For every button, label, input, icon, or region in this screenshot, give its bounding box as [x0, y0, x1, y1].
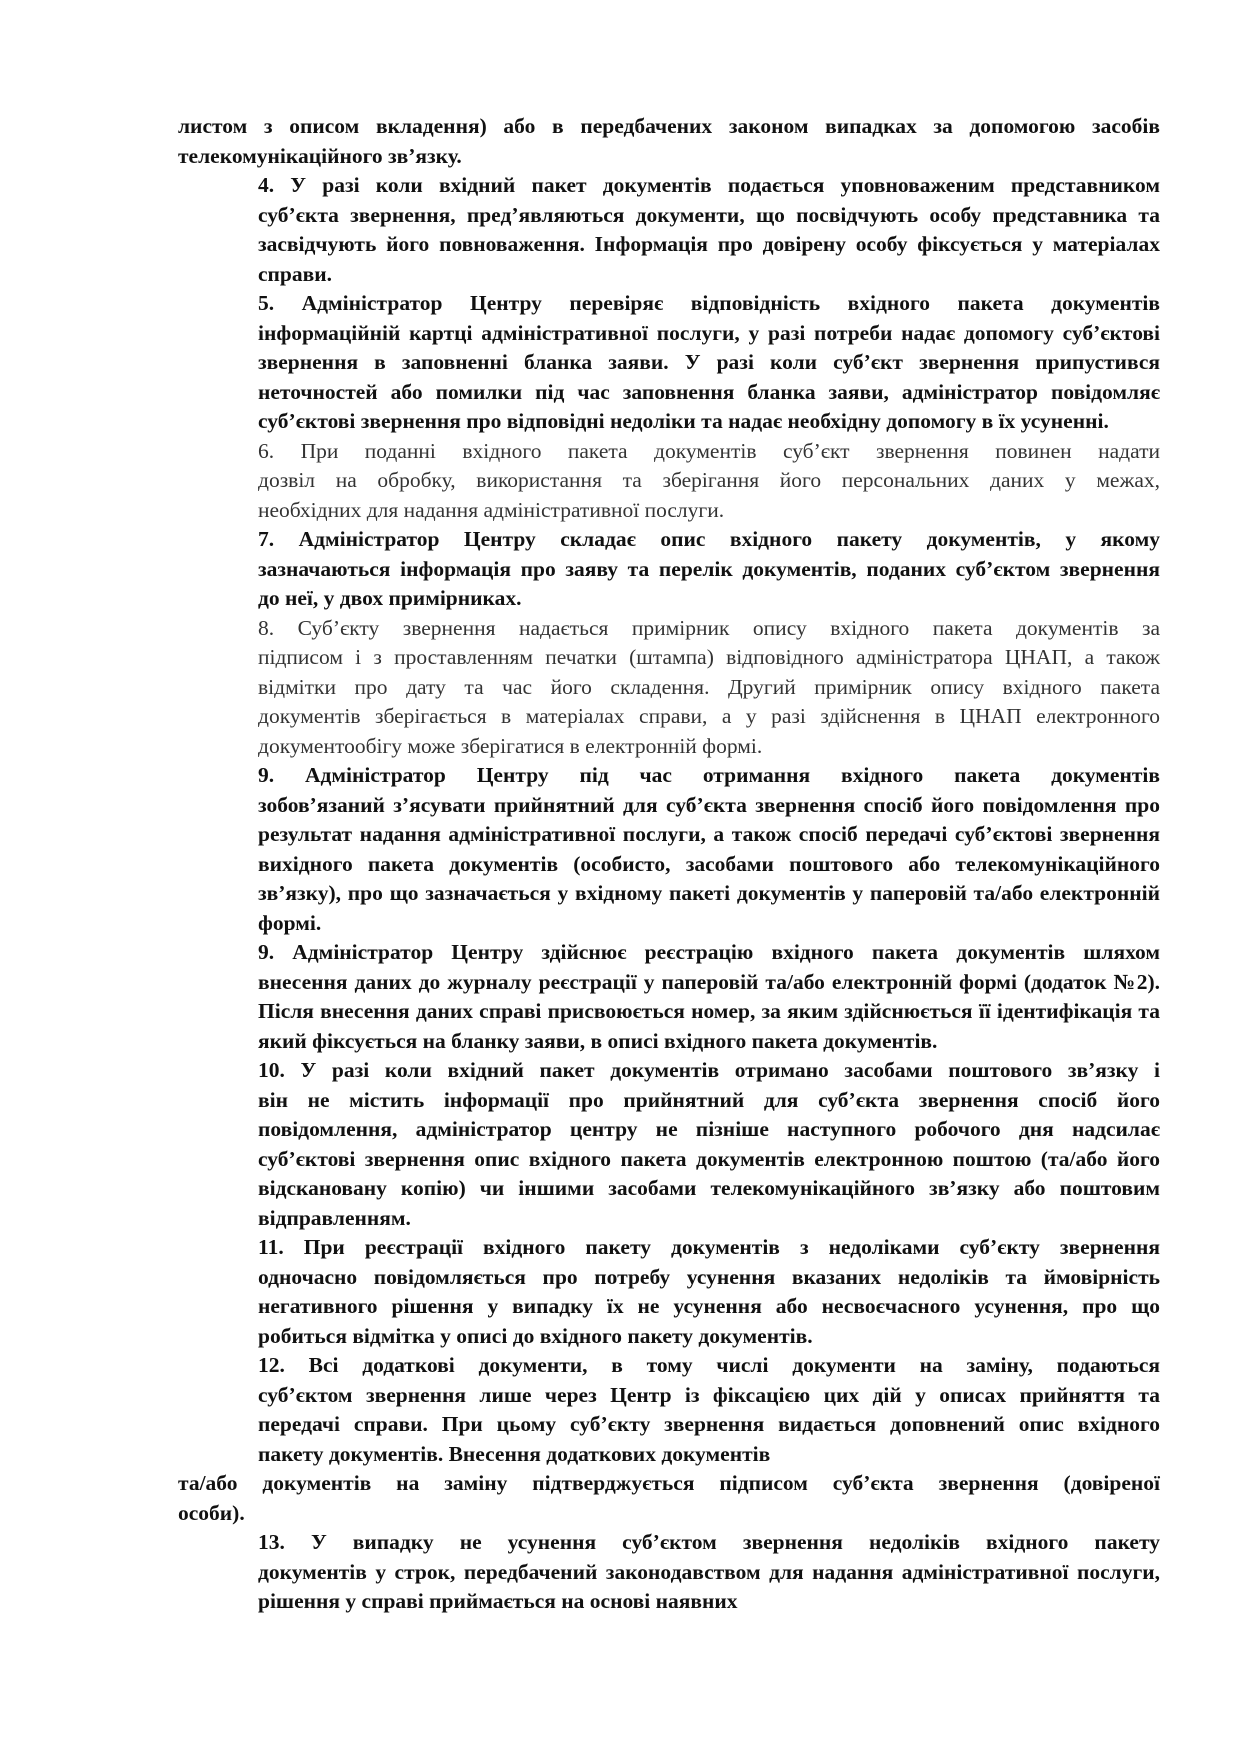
text-line: та/або документів на заміну підтверджується підписом суб’єкта звернення (довіреної: [178, 1471, 1160, 1495]
text-line: звернення в заповненні бланка заяви. У разі коли суб’єкт звернення припустився: [258, 350, 1160, 374]
text-line: суб’єкта звернення, пред’являються документи, що посвідчують особу представника та: [258, 202, 1160, 227]
text-line: повідомлення, адміністратор центру не пізніше наступного робочого дня надсилає: [258, 1117, 1160, 1141]
text-line: суб’єктом звернення лише через Центр із фіксацією цих дій у описах прийняття та: [258, 1382, 1160, 1407]
paragraph-p7: [178, 525, 1160, 614]
text-line: 8. Суб’єкту звернення надається примірник опису вхідного пакета документів за: [258, 615, 1160, 640]
text-line: 4. У разі коли вхідний пакет документів подається уповноваженим представником: [258, 173, 1160, 197]
text-line: 13. У випадку не усунення суб’єктом звернення недоліків вхідного пакету: [258, 1530, 1160, 1554]
text-line: відправленням.: [258, 1205, 411, 1230]
text-line: відмітки про дату та час його складення. Другий примірник опису вхідного пакета: [258, 674, 1160, 699]
text-line: 5. Адміністратор Центру перевіряє відповідність вхідного пакета документів: [258, 291, 1160, 315]
paragraph-p11: [178, 1233, 1160, 1351]
text-line: справи.: [258, 261, 333, 286]
text-line: відскановану копію) чи іншими засобами телекомунікаційного зв’язку або поштовим: [258, 1176, 1160, 1200]
text-line: зазначаються інформація про заяву та перелік документів, поданих суб’єктом звернення: [258, 556, 1160, 581]
paragraph-p-cont: [178, 112, 1160, 171]
text-line: формі.: [258, 910, 322, 935]
text-line: неточностей або помилки під час заповнення бланка заяви, адміністратор повідомляє: [258, 379, 1160, 404]
text-line: робиться відмітка у описі до вхідного пакету документів.: [258, 1323, 813, 1348]
text-line: суб’єктові звернення про відповідні недоліки та надає необхідну допомогу в їх усуненні.: [258, 409, 1109, 433]
paragraph-p9a: [178, 761, 1160, 938]
text-line: зв’язку), про що зазначається у вхідному пакеті документів у паперовій та/або електронній: [258, 881, 1160, 905]
text-line: листом з описом вкладення) або в передбачених законом випадках за допомогою засобів: [178, 114, 1160, 138]
text-line: одночасно повідомляється про потребу усунення вказаних недоліків та ймовірність: [258, 1264, 1160, 1289]
text-line: документообігу може зберігатися в електронній формі.: [258, 733, 763, 758]
paragraph-p4: [178, 171, 1160, 289]
text-line: результат надання адміністративної послуги, а також спосіб передачі суб’єктові звернення: [258, 822, 1160, 846]
text-line: 10. У разі коли вхідний пакет документів отримано засобами поштового зв’язку і: [258, 1058, 1160, 1082]
text-line: 11. При реєстрації вхідного пакету документів з недоліками суб’єкту звернення: [258, 1235, 1160, 1259]
text-line: Після внесення даних справі присвоюється номер, за яким здійснюється її ідентифікація та: [258, 999, 1160, 1023]
paragraph-p5: [178, 289, 1160, 437]
text-line: передачі справи. При цьому суб’єкту звернення видається доповнений опис вхідного: [258, 1412, 1160, 1436]
text-line: вихідного пакета документів (особисто, засобами поштового або телекомунікаційного: [258, 851, 1160, 876]
text-line: пакету документів. Внесення додаткових документів: [258, 1441, 771, 1466]
text-line: 7. Адміністратор Центру складає опис вхідного пакету документів, у якому: [258, 527, 1160, 551]
text-line: який фіксується на бланку заяви, в описі вхідного пакета документів.: [258, 1028, 938, 1053]
paragraph-p8: [178, 614, 1160, 762]
text-line: він не містить інформації про прийнятний для суб’єкта звернення спосіб його: [258, 1087, 1160, 1112]
paragraph-p9b: [178, 938, 1160, 1056]
paragraph-p6: [178, 437, 1160, 526]
text-line: внесення даних до журналу реєстрації у паперовій та/або електронній формі (додаток №2).: [258, 969, 1160, 994]
text-line: 6. При поданні вхідного пакета документів суб’єкт звернення повинен надати: [258, 438, 1160, 463]
paragraph-p10: [178, 1056, 1160, 1233]
text-line: документів зберігається в матеріалах справи, а у разі здійснення в ЦНАП електронного: [258, 704, 1160, 728]
text-line: рішення у справі приймається на основі наявних: [258, 1589, 738, 1613]
text-line: підписом і з проставленням печатки (штампа) відповідного адміністратора ЦНАП, а також: [258, 645, 1160, 669]
text-line: телекомунікаційного зв’язку.: [178, 143, 462, 168]
text-line: інформаційній картці адміністративної послуги, у разі потреби надає допомогу суб’єктові: [258, 320, 1160, 345]
text-line: особи).: [178, 1500, 245, 1525]
text-line: необхідних для надання адміністративної послуги.: [258, 497, 725, 522]
paragraph-p12: [178, 1351, 1160, 1469]
text-line: 9. Адміністратор Центру здійснює реєстрацію вхідного пакета документів шляхом: [258, 940, 1160, 964]
text-line: негативного рішення у випадку їх не усунення або несвоєчасного усунення, про що: [258, 1294, 1160, 1318]
text-line: документів у строк, передбачений законодавством для надання адміністративної послуги,: [258, 1559, 1160, 1584]
text-line: 12. Всі додаткові документи, в тому числі документи на заміну, подаються: [258, 1353, 1160, 1377]
text-line: 9. Адміністратор Центру під час отримання вхідного пакета документів: [258, 763, 1160, 787]
paragraph-p12b: [178, 1469, 1160, 1528]
text-line: суб’єктові звернення опис вхідного пакета документів електронною поштою (та/або його: [258, 1146, 1160, 1171]
text-line: дозвіл на обробку, використання та зберігання його персональних даних у межах,: [258, 468, 1160, 492]
document-page: [178, 112, 1160, 1617]
text-line: до неї, у двох примірниках.: [258, 586, 522, 610]
text-line: засвідчують його повноваження. Інформація про довірену особу фіксується у матеріалах: [258, 232, 1160, 256]
paragraph-p13: [178, 1528, 1160, 1617]
text-line: зобов’язаний з’ясувати прийнятний для суб’єкта звернення спосіб його повідомлення про: [258, 792, 1160, 817]
